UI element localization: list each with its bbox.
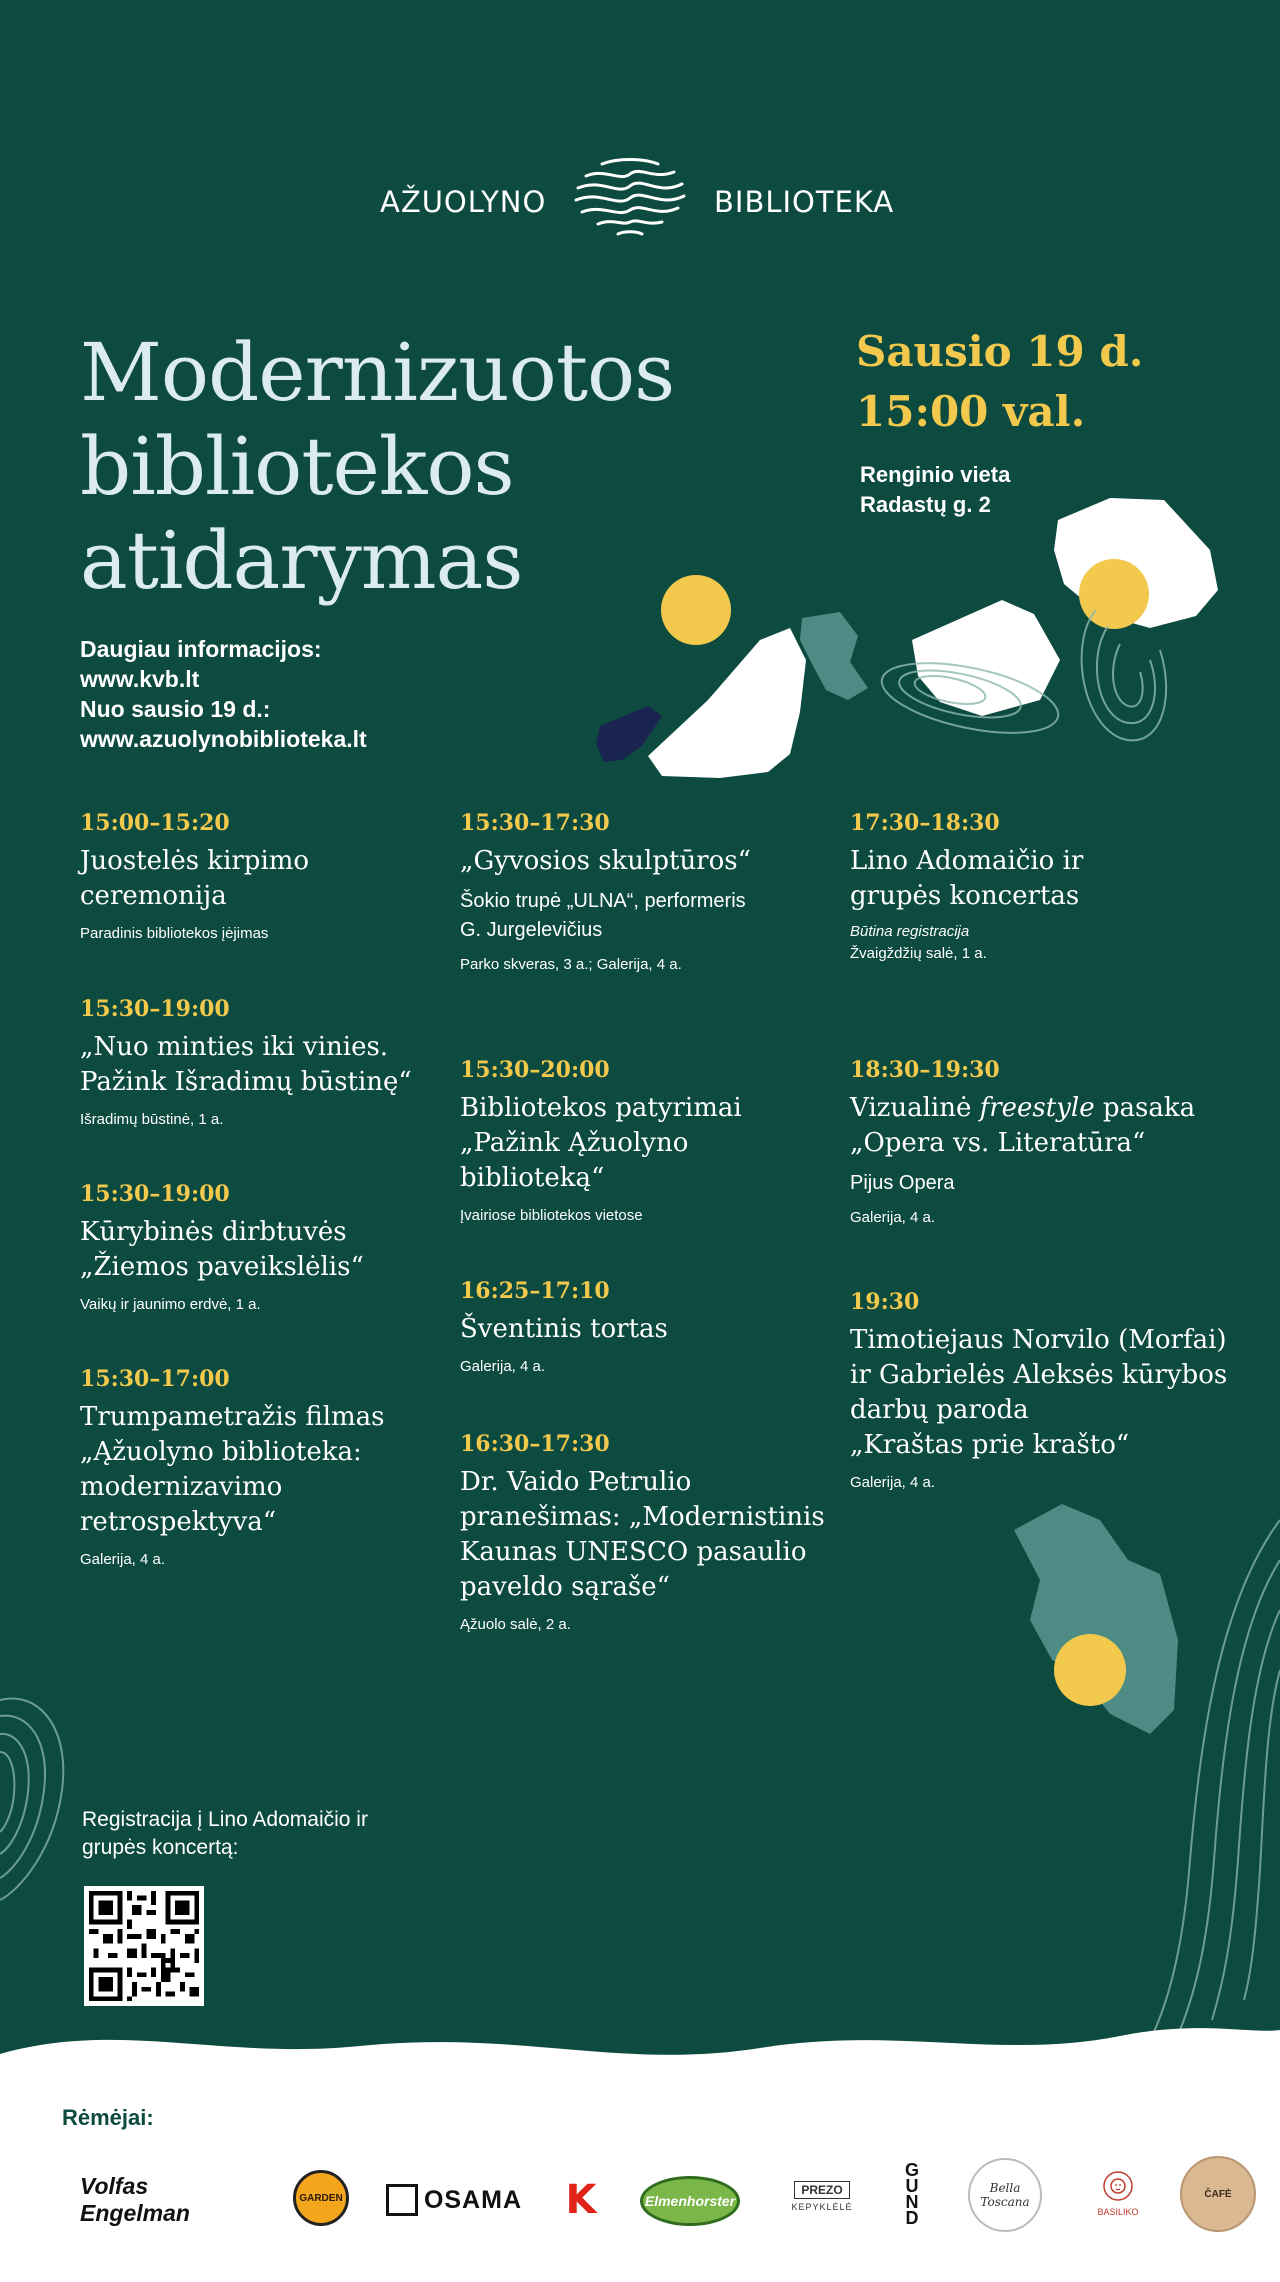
program-item [80,1366,385,1570]
program-title: „Opera vs. Literatūra“ [850,1128,1146,1158]
logo-text-left: AŽUOLYNO [380,185,547,219]
yellow-dot-3 [1054,1634,1126,1706]
program-title: „Ąžuolyno biblioteka: [80,1437,362,1467]
program-title: „Žiemos paveikslėlis“ [80,1252,364,1282]
program-location: Ąžuolo salė, 2 a. [460,1616,571,1633]
gundu-letter: N [905,2192,919,2212]
qr-code[interactable] [84,1886,204,2006]
registration-note: Būtina registracija [850,923,970,940]
info-line: Nuo sausio 19 d.: [80,696,271,722]
program-location: Galerija, 4 a. [460,1358,546,1375]
page-title [80,326,674,608]
title-line: atidarymas [80,514,523,607]
title-line: Modernizuotos [80,326,675,419]
info-link[interactable]: www.kvb.lt [80,666,200,692]
sponsor-logo-kubus: K [565,2177,597,2223]
program-location: Galerija, 4 a. [850,1209,936,1226]
venue-label: Renginio vieta [860,462,1011,487]
program-time: 16:25–17:10 [460,1278,610,1304]
date-day: Sausio 19 d. [856,327,1144,376]
program-time: 15:30–19:00 [80,996,230,1022]
program-title [850,1091,1195,1126]
date-time: 15:00 val. [856,387,1086,436]
logo-text-right: BIBLIOTEKA [714,185,895,219]
program-description: G. Jurgelevičius [460,919,603,941]
program-title: biblioteką“ [460,1163,605,1193]
sponsors-label: Rėmėjai: [62,2105,154,2130]
program-title: Juostelės kirpimo [80,846,310,876]
program-title: Kūrybinės dirbtuvės [80,1217,347,1247]
program-location: Vaikų ir jaunimo erdvė, 1 a. [80,1296,261,1313]
program-item [850,1057,1195,1228]
title-part: Vizualinė [850,1093,980,1123]
venue-address: Radastų g. 2 [860,492,991,517]
program-location: Įvairiose bibliotekos vietose [460,1207,643,1224]
gundu-letter: D [905,2208,919,2228]
venue [860,460,1010,520]
teal-blob [800,612,868,700]
basiliko-text: BASILIKO [1097,2207,1139,2217]
osama-text: OSAMA [423,2185,522,2214]
program-time: 15:30–20:00 [460,1057,610,1083]
program-title: Šventinis tortas [460,1314,668,1344]
program-item [850,1289,1227,1493]
title-part-italic: freestyle [979,1093,1095,1123]
program-description: Šokio trupė „ULNA“, performeris [460,890,746,912]
program-location: Paradinis bibliotekos įėjimas [80,925,269,942]
program-time: 16:30–17:30 [460,1431,610,1457]
program-title: grupės koncertas [850,881,1080,911]
sponsor-logo-gundu [890,2160,934,2228]
program-title: Pažink Išradimų būstinę“ [80,1067,412,1097]
program-item [460,1278,668,1377]
program-title: pranešimas: „Modernistinis [460,1502,825,1532]
program-item [460,1057,742,1226]
program-item [850,810,1083,964]
program-title: Bibliotekos patyrimai [460,1093,742,1123]
program-title: „Kraštas prie krašto“ [850,1430,1130,1460]
sponsor-logo-prezo [782,2164,862,2228]
program-title: Kaunas UNESCO pasaulio [460,1537,807,1567]
program-location: Galerija, 4 a. [850,1474,936,1491]
info-line: Daugiau informacijos: [80,636,322,662]
program-title: Dr. Vaido Petrulio [460,1467,692,1497]
program-item [80,996,412,1130]
program-time: 18:30–19:30 [850,1057,1000,1083]
program-title: modernizavimo [80,1472,283,1502]
program-description: Pijus Opera [850,1172,955,1194]
sponsor-logo-bella-toscana: Bella Toscana [968,2158,1042,2232]
program-title: Timotiejaus Norvilo (Morfai) [850,1325,1227,1355]
program-title: retrospektyva“ [80,1507,277,1537]
prezo-name: PREZO [794,2181,849,2199]
program-item [80,1181,364,1315]
more-info [80,634,367,754]
info-link[interactable]: www.azuolynobiblioteka.lt [80,726,367,752]
program-title: „Pažink Ąžuolyno [460,1128,689,1158]
program-location: Parko skveras, 3 a.; Galerija, 4 a. [460,956,682,973]
program-title: paveldo sąraše“ [460,1572,670,1602]
gundu-letter: U [905,2176,919,2196]
event-date [856,322,1143,442]
program-title: Trumpametražis filmas [80,1402,385,1432]
sponsor-logo-elmenhorster: Elmenhorster [640,2176,740,2226]
program-title: ir Gabrielės Aleksės kūrybos [850,1360,1228,1390]
prezo-sub: KEPYKLĖLĖ [791,2201,853,2212]
program-time: 15:30–19:00 [80,1181,230,1207]
registration-text [82,1806,368,1862]
program-title: „Nuo minties iki vinies. [80,1032,389,1062]
program-time: 19:30 [850,1289,920,1315]
sponsor-panel [0,2028,1280,2282]
title-line: bibliotekos [80,420,514,513]
program-title: Lino Adomaičio ir [850,846,1084,876]
program-time: 15:30–17:30 [460,810,610,836]
sponsor-logo-volfas: Volfas Engelman [80,2173,190,2226]
osama-mark-icon [386,2184,418,2216]
gundu-letter: G [904,2160,919,2180]
sponsor-logo-garden: GARDEN [293,2170,349,2226]
title-part: pasaka [1094,1093,1196,1123]
lion-icon [1101,2169,1135,2203]
program-title: ceremonija [80,881,227,911]
program-item [80,810,309,944]
program-location: Žvaigždžių salė, 1 a. [850,945,987,962]
sponsor-logo-cafe: ČAFĖ [1180,2156,1256,2232]
program-item [460,1431,825,1635]
program-location: Galerija, 4 a. [80,1551,166,1568]
sponsor-logo-basiliko [1090,2160,1146,2226]
program-time: 15:00–15:20 [80,810,230,836]
white-rock-1 [648,628,806,778]
library-wave-logo-icon [572,156,688,238]
program-time: 17:30–18:30 [850,810,1000,836]
program-time: 15:30–17:00 [80,1366,230,1392]
program-item [460,810,751,975]
program-location: Išradimų būstinė, 1 a. [80,1111,224,1128]
program-title: „Gyvosios skulptūros“ [460,846,751,876]
sponsor-logo-osama [386,2182,522,2218]
registration-line: grupės koncertą: [82,1836,239,1859]
registration-line: Registracija į Lino Adomaičio ir [82,1808,368,1831]
program-title: darbų paroda [850,1395,1029,1425]
